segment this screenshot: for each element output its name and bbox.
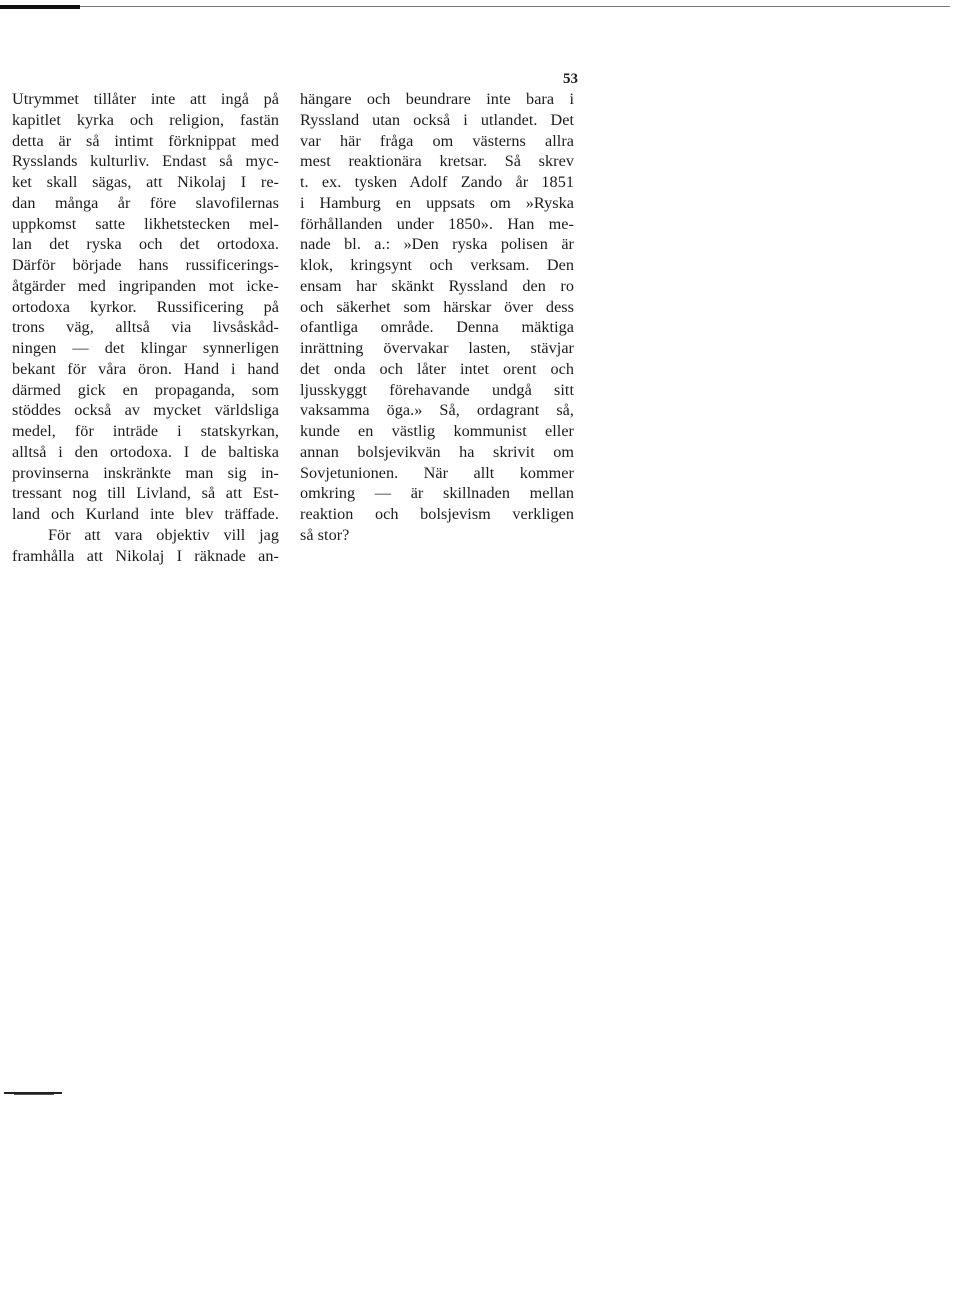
text-line: ljusskyggt förehavande undgå sitt	[300, 380, 574, 399]
text-line: reaktion och bolsjevism verkligen	[300, 505, 574, 523]
text-line: alltså i den ortodoxa. I de baltiska	[12, 442, 279, 461]
text-line: ensam har skänkt Ryssland den ro	[300, 276, 574, 295]
text-line: så stor?	[300, 525, 350, 544]
text-line: vaksamma öga.» Så, ordagrant så,	[300, 401, 574, 420]
right-column	[300, 89, 574, 546]
text-line: Utrymmet tillåter inte att ingå på	[12, 90, 279, 108]
text-line: ortodoxa kyrkor. Russificering på	[12, 297, 279, 316]
text-line: Rysslands kulturliv. Endast så myc-	[12, 152, 279, 171]
text-line: uppkomst satte likhetstecken mel-	[12, 214, 279, 233]
text-line: land och Kurland inte blev träffade.	[12, 505, 279, 523]
text-line: provinserna inskränkte man sig in-	[12, 463, 279, 482]
text-line: framhålla att Nikolaj I räknade an-	[12, 546, 279, 565]
text-line: ningen — det klingar synnerligen	[12, 339, 279, 357]
top-rule	[0, 5, 960, 11]
text-line: nade bl. a.: »Den ryska polisen är	[300, 235, 574, 254]
bottom-margin-mark-thin	[14, 1094, 54, 1095]
text-line: Ryssland utan också i utlandet. Det	[300, 110, 574, 129]
text-line: Därför började hans russificerings-	[12, 256, 279, 274]
text-line: därmed gick en propaganda, som	[12, 380, 279, 399]
text-line: medel, för inträde i statskyrkan,	[12, 422, 279, 440]
text-line: bekant för våra öron. Hand i hand	[12, 359, 279, 378]
text-line: var här fråga om västerns allra	[300, 131, 574, 150]
text-line: annan bolsjevikvän ha skrivit om	[300, 442, 574, 461]
left-column	[12, 89, 279, 566]
text-line: kapitlet kyrka och religion, fastän	[12, 110, 279, 129]
text-line: hängare och beundrare inte bara i	[300, 90, 574, 108]
text-line: lan det ryska och det ortodoxa.	[12, 235, 279, 254]
text-line: För att vara objektiv vill jag	[48, 525, 279, 544]
text-line: kunde en västlig kommunist eller	[300, 422, 574, 440]
text-line: det onda och låter intet orent och	[300, 359, 574, 378]
text-line: tressant nog till Livland, så att Est-	[12, 484, 279, 503]
text-line: förhållanden under 1850». Han me-	[300, 214, 574, 233]
text-line: klok, kringsynt och verksam. Den	[300, 256, 574, 274]
text-line: mest reaktionära kretsar. Så skrev	[300, 152, 574, 171]
text-line: inrättning övervakar lasten, stävjar	[300, 339, 574, 357]
text-line: t. ex. tysken Adolf Zando år 1851	[300, 173, 574, 191]
text-line: ket skall sägas, att Nikolaj I re-	[12, 173, 279, 191]
text-line: omkring — är skillnaden mellan	[300, 484, 574, 503]
text-line: detta är så intimt förknippat med	[12, 131, 279, 150]
text-line: i Hamburg en uppsats om »Ryska	[300, 193, 574, 212]
text-line: trons väg, alltså via livsåskåd-	[12, 318, 279, 337]
text-line: Sovjetunionen. När allt kommer	[300, 463, 574, 482]
text-line: åtgärder med ingripanden mot icke-	[12, 276, 279, 295]
top-rule-thin	[80, 6, 950, 7]
page-number: 53	[563, 71, 578, 87]
text-line: ofantliga område. Denna mäktiga	[300, 318, 574, 337]
text-line: dan många år före slavofilernas	[12, 193, 279, 212]
text-line: och säkerhet som härskar över dess	[300, 297, 574, 316]
text-line: stöddes också av mycket världsliga	[12, 401, 279, 420]
top-rule-thick	[0, 5, 80, 9]
